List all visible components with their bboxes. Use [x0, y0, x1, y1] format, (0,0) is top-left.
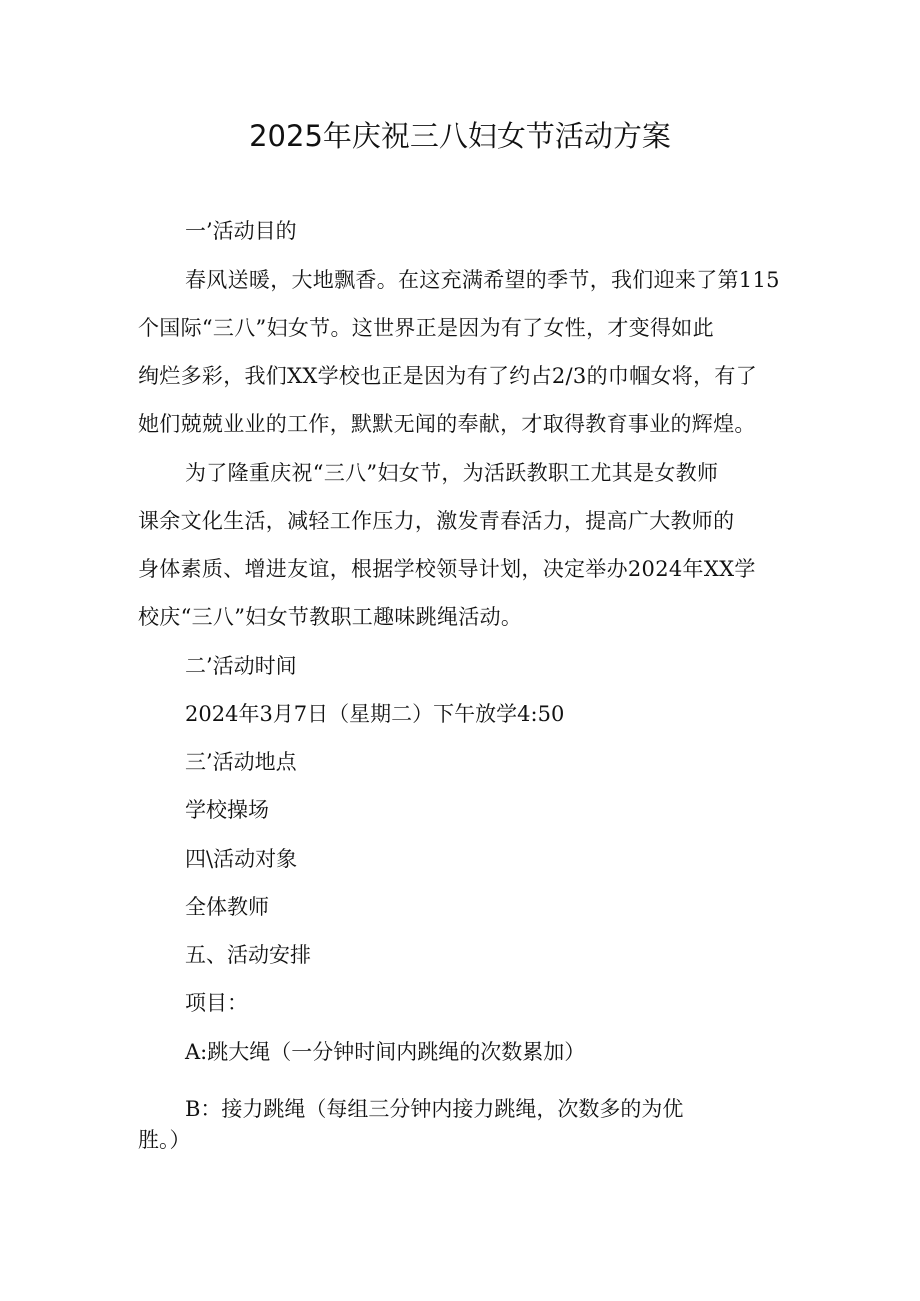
paragraph-line: 她们兢兢业业的工作，默默无闻的奉献，才取得教育事业的辉煌。 [138, 412, 756, 436]
items-label: 项目： [185, 991, 248, 1015]
heading-activity-target: 四\活动对象 [185, 847, 298, 871]
paragraph-line: 校庆“三八”妇女节教职工趣味跳绳活动。 [138, 605, 523, 629]
heading-activity-arrangement: 五、活动安排 [185, 943, 311, 967]
paragraph-line: 个国际“三八”妇女节。这世界正是因为有了女性，才变得如此 [138, 316, 714, 340]
item-b-continued: 胜。） [138, 1128, 191, 1152]
document-title: 2025年庆祝三八妇女节活动方案 [249, 119, 671, 153]
activity-target-value: 全体教师 [185, 895, 269, 919]
paragraph-line: 春风送暖，大地飘香。在这充满希望的季节，我们迎来了第115 [185, 268, 780, 292]
heading-activity-purpose: 一’活动目的 [185, 219, 297, 243]
item-a: A:跳大绳（一分钟时间内跳绳的次数累加） [185, 1040, 586, 1064]
activity-location-value: 学校操场 [185, 798, 269, 822]
paragraph-line: 为了隆重庆祝“三八”妇女节，为活跃教职工尤其是女教师 [185, 461, 719, 485]
heading-activity-location: 三’活动地点 [185, 750, 297, 774]
paragraph-line: 课余文化生活，减轻工作压力，激发青春活力，提高广大教师的 [138, 509, 735, 533]
item-b: B：接力跳绳（每组三分钟内接力跳绳，次数多的为优 [185, 1097, 684, 1121]
activity-time-value: 2024年3月7日（星期二）下午放学4:50 [185, 702, 565, 726]
paragraph-line: 身体素质、增进友谊，根据学校领导计划，决定举办2024年XX学 [138, 557, 756, 581]
heading-activity-time: 二’活动时间 [185, 654, 297, 678]
paragraph-line: 绚烂多彩，我们XX学校也正是因为有了约占2/3的巾帼女将，有了 [138, 364, 757, 388]
